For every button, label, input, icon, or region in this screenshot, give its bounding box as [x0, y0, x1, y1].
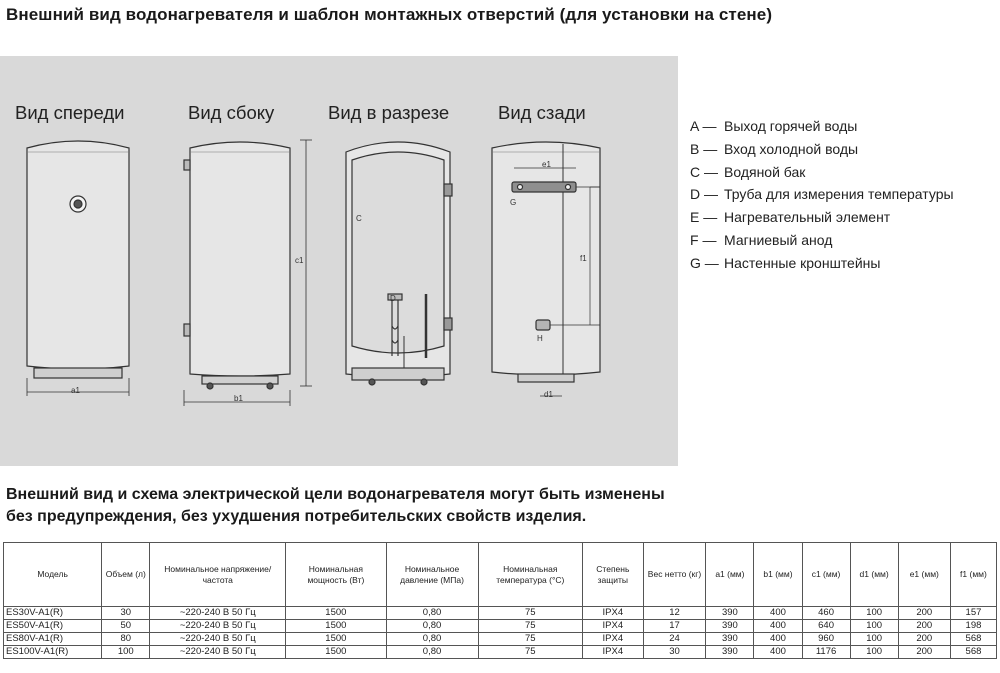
table-row	[4, 646, 997, 659]
table-cell: 0,80	[386, 607, 478, 620]
front-view-label: Вид спереди	[15, 102, 125, 123]
table-cell: 17	[643, 620, 706, 633]
table-cell: 400	[754, 646, 802, 659]
table-cell: 157	[950, 607, 996, 620]
table-cell: 198	[950, 620, 996, 633]
table-cell: 1500	[286, 607, 386, 620]
table-cell: IPX4	[583, 633, 644, 646]
table-cell: 568	[950, 646, 996, 659]
table-cell: 75	[478, 607, 583, 620]
table-cell: 1500	[286, 646, 386, 659]
col-header-d1: d1 (мм)	[850, 543, 898, 607]
table-cell: ~220-240 В 50 Гц	[150, 620, 286, 633]
table-cell: 400	[754, 620, 802, 633]
table-cell: 100	[850, 620, 898, 633]
table-cell: ~220-240 В 50 Гц	[150, 607, 286, 620]
diagram-panel	[0, 56, 678, 466]
label-c: C	[356, 214, 362, 223]
side-view-label: Вид сбоку	[188, 102, 275, 123]
table-cell: 1500	[286, 633, 386, 646]
col-header-b1: b1 (мм)	[754, 543, 802, 607]
dim-d1: d1	[544, 390, 553, 399]
col-header-weight: Вес нетто (кг)	[643, 543, 706, 607]
legend-item-g: G — Настенные кронштейны	[690, 254, 881, 271]
heater-drawings	[0, 56, 678, 466]
table-cell: 100	[850, 633, 898, 646]
table-cell: 400	[754, 633, 802, 646]
col-header-a1: a1 (мм)	[706, 543, 754, 607]
table-cell: 0,80	[386, 646, 478, 659]
table-cell: 200	[898, 607, 950, 620]
table-cell: 390	[706, 646, 754, 659]
legend-item-a: A — Выход горячей воды	[690, 118, 858, 134]
col-header-f1: f1 (мм)	[950, 543, 996, 607]
table-cell: IPX4	[583, 646, 644, 659]
table-cell: 100	[102, 646, 150, 659]
table-cell: 30	[102, 607, 150, 620]
col-header-e1: e1 (мм)	[898, 543, 950, 607]
dim-a1: a1	[71, 386, 80, 395]
dim-b1: b1	[234, 394, 243, 403]
table-cell: 0,80	[386, 620, 478, 633]
table-row	[4, 633, 997, 646]
table-cell: 0,80	[386, 633, 478, 646]
col-header-pressure: Номинальное давление (МПа)	[386, 543, 478, 607]
dim-c1: c1	[295, 256, 304, 265]
legend	[690, 118, 995, 278]
section-view-drawing	[346, 142, 452, 385]
table-row	[4, 607, 997, 620]
table-cell: 75	[478, 633, 583, 646]
table-cell: 960	[802, 633, 850, 646]
side-view-drawing	[184, 140, 312, 406]
table-cell: 1500	[286, 620, 386, 633]
dim-e1: e1	[542, 160, 551, 169]
table-cell: 200	[898, 633, 950, 646]
spec-table	[3, 542, 997, 659]
page-title: Внешний вид водонагревателя и шаблон монтажных отверстий (для установки на стене)	[6, 5, 773, 24]
section-view-label: Вид в разрезе	[328, 102, 450, 123]
legend-item-e: E — Нагревательный элемент	[690, 209, 891, 226]
table-cell: 460	[802, 607, 850, 620]
dim-f1: f1	[580, 254, 587, 263]
table-cell: IPX4	[583, 620, 644, 633]
legend-item-d: D — Труба для измерения температуры	[690, 186, 954, 203]
table-cell: 568	[950, 633, 996, 646]
table-cell: 200	[898, 646, 950, 659]
table-cell: IPX4	[583, 607, 644, 620]
table-cell: 30	[643, 646, 706, 659]
table-cell: 200	[898, 620, 950, 633]
col-header-voltage: Номинальное напряжение/частота	[150, 543, 286, 607]
table-cell: 390	[706, 633, 754, 646]
table-cell: ES100V-A1(R)	[4, 646, 102, 659]
legend-item-b: B — Вход холодной воды	[690, 140, 859, 157]
table-cell: ES80V-A1(R)	[4, 633, 102, 646]
table-cell: 100	[850, 646, 898, 659]
disclaimer-note	[6, 484, 665, 528]
table-cell: ~220-240 В 50 Гц	[150, 633, 286, 646]
col-header-model: Модель	[4, 543, 102, 607]
table-cell: 75	[478, 620, 583, 633]
col-header-power: Номинальная мощность (Вт)	[286, 543, 386, 607]
back-view-label: Вид сзади	[498, 102, 586, 123]
table-cell: 400	[754, 607, 802, 620]
table-row	[4, 620, 997, 633]
table-cell: 390	[706, 607, 754, 620]
label-g: G	[510, 198, 517, 207]
table-cell: 80	[102, 633, 150, 646]
col-header-temperature: Номинальная температура (°C)	[478, 543, 583, 607]
note-line-2: без предупреждения, без ухудшения потребительских свойств изделия.	[6, 508, 587, 525]
table-header-row	[4, 543, 997, 607]
label-d: D	[390, 294, 396, 303]
table-cell: 1176	[802, 646, 850, 659]
note-line-1: Внешний вид и схема электрической цели водонагревателя могут быть изменены	[6, 486, 665, 503]
front-view-drawing	[27, 141, 129, 396]
table-cell: ES50V-A1(R)	[4, 620, 102, 633]
col-header-protection: Степень защиты	[583, 543, 644, 607]
legend-item-f: F — Магниевый анод	[690, 231, 833, 248]
back-view-drawing	[492, 142, 600, 396]
table-cell: 640	[802, 620, 850, 633]
table-cell: 390	[706, 620, 754, 633]
table-cell: 24	[643, 633, 706, 646]
table-cell: 50	[102, 620, 150, 633]
col-header-volume: Объем (л)	[102, 543, 150, 607]
table-cell: ES30V-A1(R)	[4, 607, 102, 620]
table-cell: ~220-240 В 50 Гц	[150, 646, 286, 659]
table-cell: 75	[478, 646, 583, 659]
legend-item-c: C — Водяной бак	[690, 163, 806, 180]
table-cell: 100	[850, 607, 898, 620]
label-h: H	[537, 334, 543, 343]
col-header-c1: c1 (мм)	[802, 543, 850, 607]
table-cell: 12	[643, 607, 706, 620]
